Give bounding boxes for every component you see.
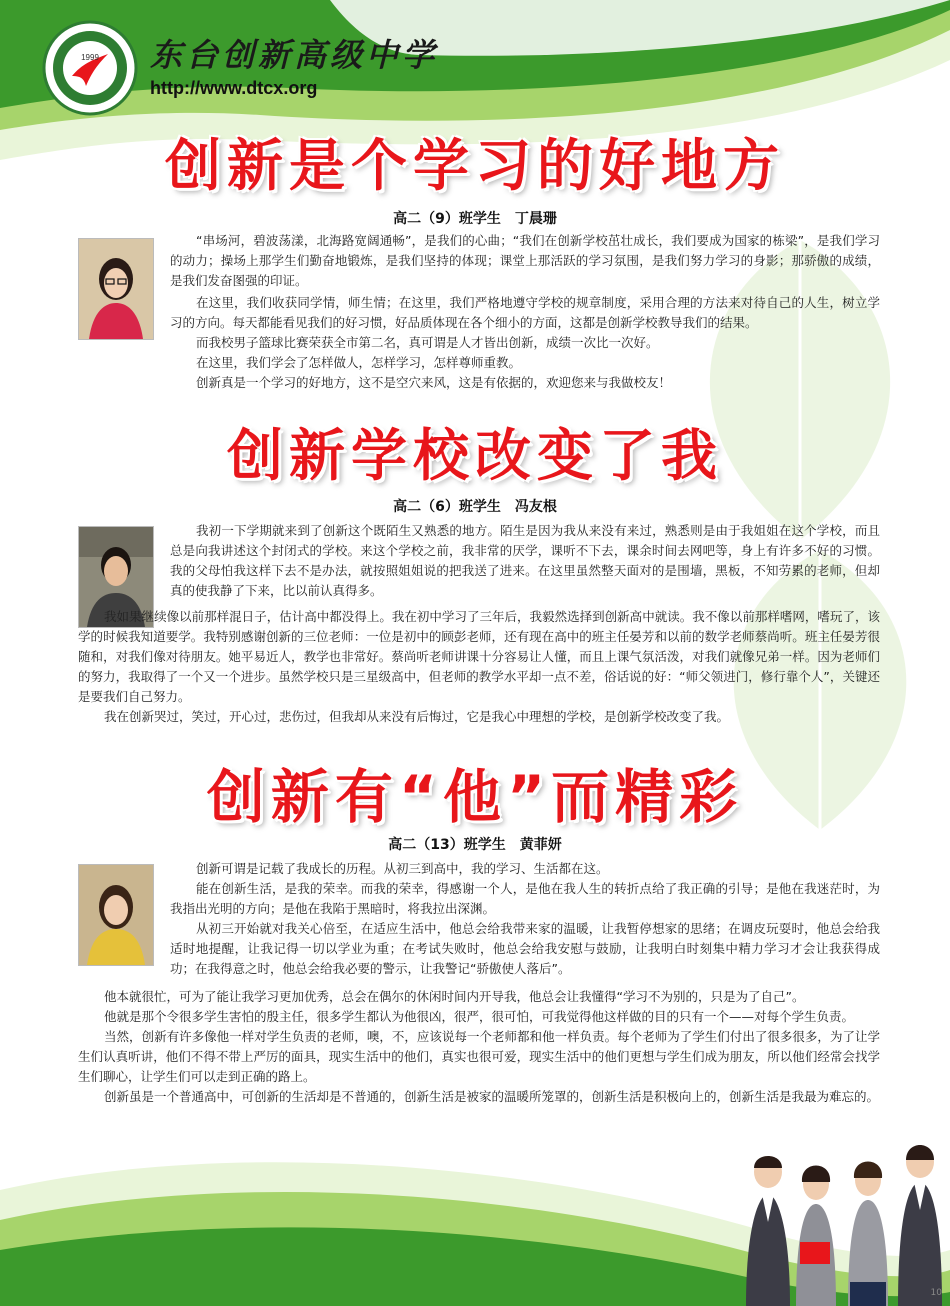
- article-3-byline: 高二（13）班学生 黄菲妍: [388, 837, 562, 853]
- article-3-para-2: 能在创新生活，是我的荣幸。而我的荣幸，得感谢一个人，是他在我人生的转折点给了我正确的引导；是他在我迷茫时，为我指出光明的方向；是他在我陷于黑暗时，将我拉出深渊。: [170, 881, 880, 916]
- student-photo-1: [78, 238, 154, 340]
- article-3-para-6: 当然，创新有许多像他一样对学生负责的老师，噢，不，应该说每一个老师都和他一样负责。每个老师为了学生们付出了很多很多，为了让学生们认真听讲，他们不得不带上严厉的面具，现实生活中的他们，真实也很可爱，现实生活中的他们更想与学生们成为朋友，所以他们经常会找学生们聊心，让学生们可以走到正确的路上。: [78, 1029, 880, 1084]
- article-3-lead: [170, 859, 880, 979]
- article-3-body: [78, 987, 880, 1107]
- article-1-para-1: “串场河，碧波荡漾，北海路宽阔通畅”，是我们的心曲；“我们在创新学校茁壮成长，我们要成为国家的栋梁”，是我们学习的动力；操场上那学生们勤奋地锻炼，是我们坚持的体现；课堂上那活跃的学习氛围，是我们努力学习的身影；那骄傲的成绩，是我们发奋图强的印证。: [170, 233, 880, 288]
- article-1-body: [170, 293, 880, 393]
- article-3-para-5: 他就是那个令很多学生害怕的殷主任，很多学生都认为他很凶，很严，很可怕，可我觉得他这样做的目的只有一个——对每个学生负责。: [104, 1009, 855, 1024]
- article-1-para-5: 创新真是一个学习的好地方，这不是空穴来风，这是有依据的，欢迎您来与我做校友！: [196, 375, 672, 390]
- article-3-para-4: 他本就很忙，可为了能让我学习更加优秀，总会在偶尔的休闲时间内开导我，他总会让我懂得“学习不为别的，只是为了自己”。: [104, 989, 805, 1004]
- article-2-para-3: 我在创新哭过，笑过，开心过，悲伤过，但我却从来没有后悔过，它是我心中理想的学校，是创新学校改变了我。: [104, 709, 730, 724]
- article-3-para-1: 创新可谓是记载了我成长的历程。从初三到高中，我的学习、生活都在这。: [196, 861, 609, 876]
- school-url[interactable]: http://www.dtcx.org: [150, 78, 318, 98]
- page-number: 10: [930, 1288, 942, 1298]
- article-3-para-3: 从初三开始就对我关心倍至，在适应生活中，他总会给我带来家的温暖，让我暂停想家的思绪；在调皮玩耍时，他总会给我适时地提醒，让我记得一切以学业为重；在考试失败时，他总会给我安慰与鼓励，让我明白时刻集中精力学习才会让我获得成功；在我得意之时，他总会给我必要的警示，让我警记“骄傲使人落后”。: [170, 921, 880, 976]
- school-logo: [42, 20, 138, 116]
- article-2-byline: 高二（6）班学生 冯友根: [393, 499, 557, 515]
- logo-year: 1999: [81, 53, 99, 62]
- article-2-para-1: 我初一下学期就来到了创新这个既陌生又熟悉的地方。陌生是因为我从来没有来过，熟悉则是由于我姐姐在这个学校，而且总是向我讲述这个封闭式的学校。来这个学校之前，我非常的厌学，课听不下去，课余时间去网吧等，身上有许多不好的习惯。我的父母怕我这样下去不是办法，就按照姐姐说的把我送了进来。在这里虽然整天面对的是围墙，黑板，不知劳累的老师，但却真的使我静了下来，比以前认真得多。: [170, 523, 880, 598]
- school-name: 东台创新高级中学: [150, 36, 439, 74]
- article-1-byline: 高二（9）班学生 丁晨珊: [393, 211, 557, 227]
- article-1-title: 创新是个学习的好地方: [165, 134, 785, 199]
- article-2-title: 创新学校改变了我: [227, 424, 723, 489]
- article-1-para-1-wrap: [170, 231, 880, 291]
- students-group-illustration: [738, 1132, 950, 1306]
- article-1-para-3: 而我校男子篮球比赛荣获全市第二名，真可谓是人才皆出创新，成绩一次比一次好。: [196, 335, 659, 350]
- article-2-body: [78, 607, 880, 727]
- article-2-para-2: 我如果继续像以前那样混日子，估计高中都没得上。我在初中学习了三年后，我毅然选择到创新高中就读。我不像以前那样嗜网，嗜玩了，该学的时候我知道要学。我特别感谢创新的三位老师：一位是初中的顾彭老师，还有现在高中的班主任晏芳和以前的数学老师蔡尚听。班主任晏芳很随和，对我们像对待朋友。她平易近人，教学也非常好。蔡尚听老师讲课十分容易让人懂，而且上课气氛活泼，对我们就像兄弟一样。因为老师们的努力，我取得了一个又一个进步。虽然学校只是三星级高中，但老师的教学水平却一点不差，俗话说的好：“师父领进门，修行靠个人”，关键还是要我们自己努力。: [78, 609, 880, 704]
- article-3-para-7: 创新虽是一个普通高中，可创新的生活却是不普通的，创新生活是被家的温暖所笼罩的，创新生活是积极向上的，创新生活是我最为难忘的。: [104, 1089, 880, 1104]
- article-3-title: 创新有“他”而精彩: [206, 763, 744, 831]
- student-photo-3: [78, 864, 154, 966]
- article-1-para-2: 在这里，我们收获同学情，师生情；在这里，我们严格地遵守学校的规章制度，采用合理的方法来对待自己的人生，树立学习的方向。每天都能看见我们的好习惯，好品质体现在各个细小的方面，这都是创新学校教导我们的结果。: [170, 295, 880, 330]
- article-1-para-4: 在这里，我们学会了怎样做人，怎样学习，怎样尊师重教。: [196, 355, 522, 370]
- article-2-para-1-wrap: [170, 521, 880, 601]
